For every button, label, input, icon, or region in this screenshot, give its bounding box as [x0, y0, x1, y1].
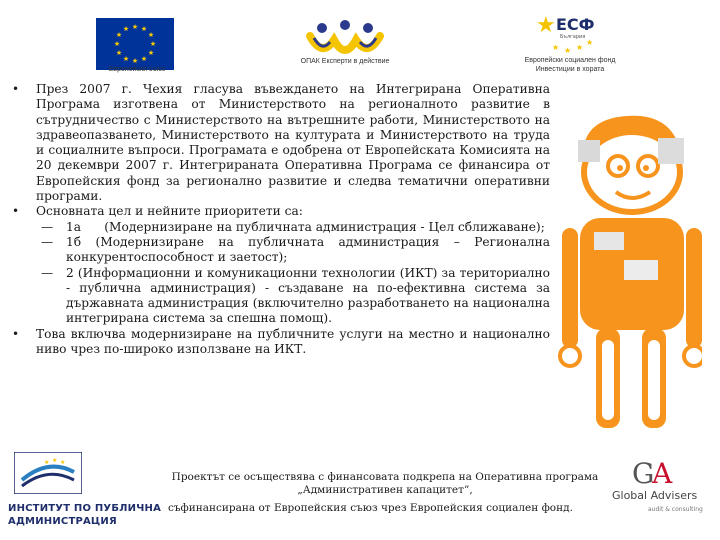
esf-logo-sub: България	[560, 34, 586, 40]
svg-text:A: A	[652, 457, 673, 490]
bullet-dot: •	[12, 82, 20, 96]
global-advisers-logo	[612, 455, 712, 517]
esf-logo-text: ЕСФ	[556, 15, 595, 34]
svg-text:★: ★	[576, 43, 584, 52]
eu-caption: Европейски съюз	[108, 66, 166, 73]
svg-text:★: ★	[113, 40, 121, 48]
svg-text:★: ★	[60, 459, 66, 466]
bullet-text-2: Основната цел и нейните приоритети са:	[36, 204, 303, 219]
svg-text:★: ★	[147, 31, 155, 39]
esf-caption-line1: Европейски социален фонд	[524, 57, 616, 64]
bullet-dot: •	[12, 204, 20, 219]
institute-name: ИНСТИТУТ ПО ПУБЛИЧНА АДМИНИСТРАЦИЯ	[8, 503, 162, 527]
footer-line-2: „Административен капацитет”,	[297, 484, 473, 496]
svg-text:★: ★	[536, 13, 556, 38]
sub-item	[24, 235, 550, 266]
footer-funding-text	[150, 471, 620, 497]
opak-logo	[300, 18, 390, 60]
content-body	[12, 82, 550, 357]
sub-text-2: 1б (Модернизиране на публичната администрация – Регионална конкурентоспособност и заетост);	[66, 234, 550, 265]
svg-text:★: ★	[122, 25, 130, 33]
svg-text:★: ★	[586, 38, 594, 47]
esf-caption-line2: Инвестиции в хората	[535, 66, 605, 73]
bullet-item	[12, 82, 550, 204]
svg-text:★: ★	[131, 23, 139, 31]
bullet-text-3: Това включва модернизиране на публичните услуги на местно и национално ниво чрез по-широко използване на ИКТ.	[36, 326, 550, 357]
svg-text:★: ★	[131, 57, 139, 65]
bullet-item	[12, 326, 550, 358]
sub-dash: —	[41, 265, 54, 280]
svg-text:★: ★	[149, 40, 157, 48]
ga-sub-text: audit & consulting	[648, 506, 703, 513]
esf-logo	[530, 10, 610, 55]
svg-text:★: ★	[140, 55, 148, 63]
svg-text:★: ★	[52, 457, 58, 464]
svg-text:★: ★	[564, 46, 572, 55]
svg-text:★: ★	[115, 31, 123, 39]
bullet-dot: •	[12, 326, 20, 341]
svg-text:★: ★	[552, 43, 560, 52]
eu-flag-logo	[96, 18, 174, 70]
sub-text-1: 1а (Модернизиране на публичната администрация - Цел сближаване);	[66, 219, 545, 234]
opak-caption: ОПАК Експерти в действие	[300, 58, 390, 65]
footer-line-3: съфинансирана от Европейския съюз чрез Европейския социален фонд.	[168, 502, 573, 514]
svg-text:★: ★	[147, 49, 155, 57]
sub-text-3: 2 (Информационни и комуникационни технологии (ИКТ) за териториално - публична администрация) - създаване на по-ефективна система за държавната администрация (включително разработването на национална интегрирана система за спешна помощ).	[66, 265, 550, 326]
svg-text:★: ★	[122, 55, 130, 63]
svg-text:★: ★	[44, 459, 50, 466]
institute-logo	[14, 452, 82, 494]
svg-text:★: ★	[115, 49, 123, 57]
bullet-text-1: През 2007 г. Чехия гласува въвеждането на Интегрирана Оперативна Програма изготвена от Министерството на регионалното развитие в сътрудничество с Министерството на вътрешните работи, Министерството на здравеопазването, Министерството на културата и Министерството на труда и социалните въпроси. Програмата е одобрена от Европейската Комисията на 20 декември 2007 г. Интегрираната Оперативна Програма се финансира от Европейския фонд за регионално развитие и следва тематични оперативни програми.	[36, 82, 550, 204]
sub-dash: —	[41, 219, 54, 234]
bullet-item	[12, 204, 550, 219]
svg-text:G: G	[632, 457, 655, 490]
esf-caption	[490, 56, 650, 74]
sub-item	[24, 220, 550, 235]
ga-main-text: Global Advisers	[612, 489, 698, 502]
svg-text:★: ★	[140, 25, 148, 33]
orange-figure-illustration	[556, 110, 702, 432]
sub-item	[24, 266, 550, 327]
footer-line-1: Проектът се осъществява с финансовата подкрепа на Оперативна програма	[171, 471, 599, 483]
sub-dash: —	[41, 234, 54, 249]
